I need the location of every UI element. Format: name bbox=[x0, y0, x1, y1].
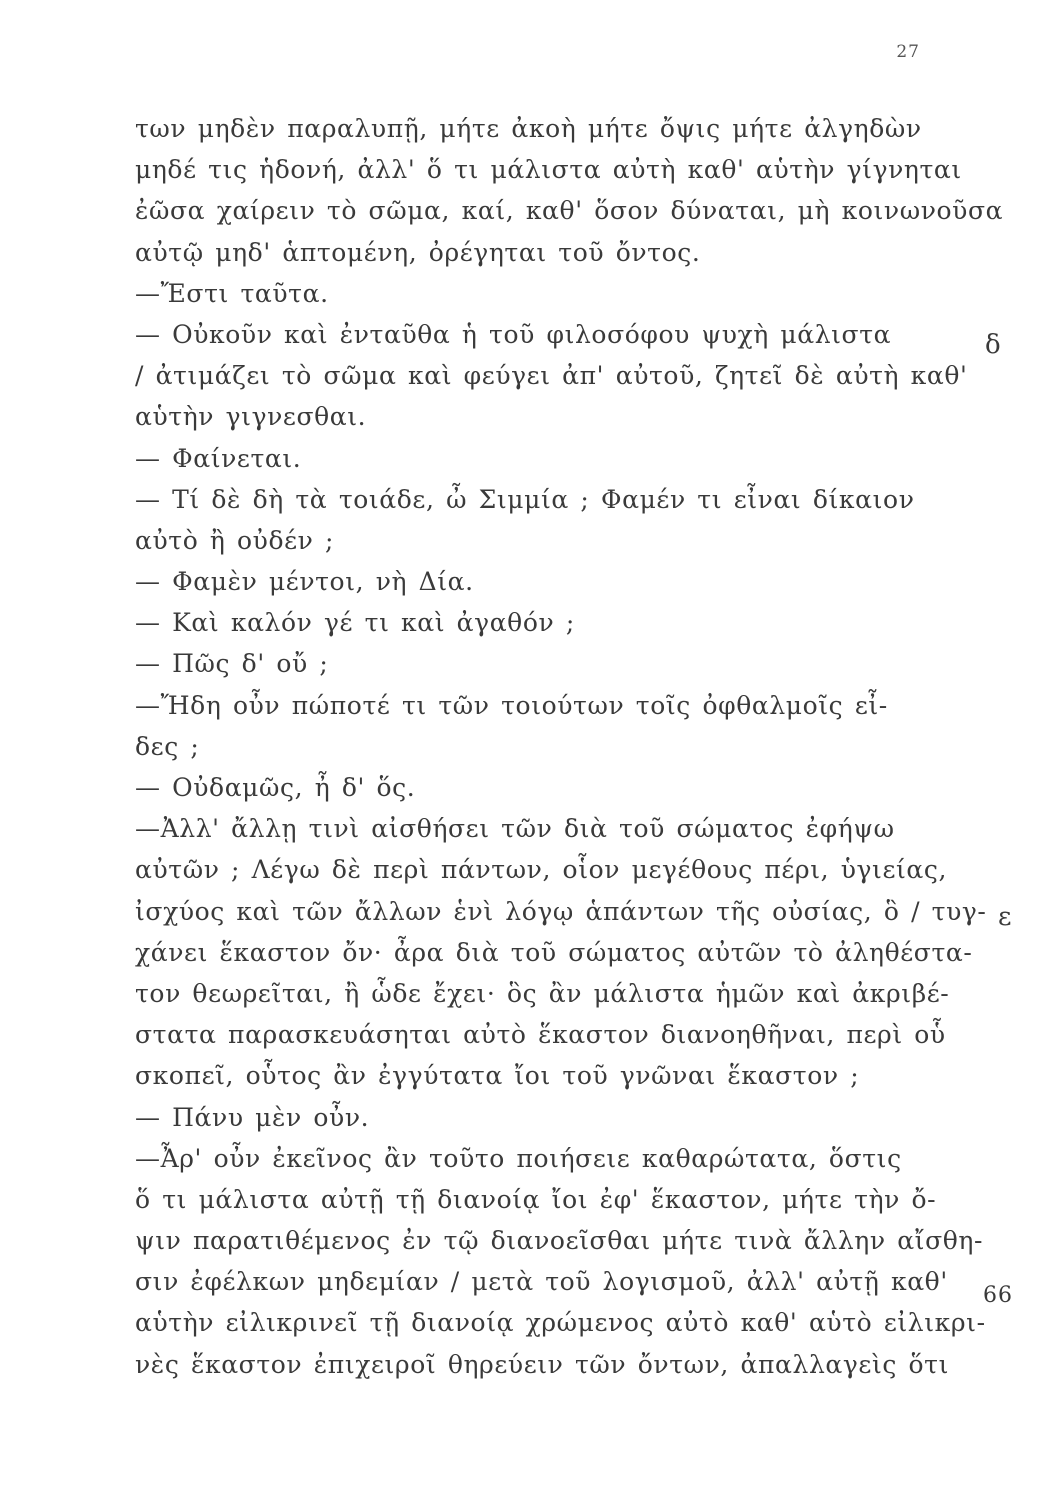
text-line: χάνει ἕκαστον ὄν· ἆρα διὰ τοῦ σώματος αὐτῶν τὸ ἀληθέστα- bbox=[135, 937, 973, 967]
text-line: των μηδὲν παραλυπῇ, μήτε ἀκοὴ μήτε ὄψις μήτε ἀλγηδὼν bbox=[135, 114, 922, 143]
text-line: — Φαμὲν μέντοι, νὴ Δία. bbox=[135, 567, 474, 597]
text-line: νὲς ἕκαστον ἐπιχειροῖ θηρεύειν τῶν ὄντων, ἀπαλλαγεὶς ὅτι bbox=[135, 1349, 950, 1379]
text-line: ἐῶσα χαίρειν τὸ σῶμα, καί, καθ' ὅσον δύναται, μὴ κοινωνοῦσα bbox=[135, 196, 1004, 226]
text-line: — Καὶ καλόν γέ τι καὶ ἀγαθόν ; bbox=[135, 608, 575, 638]
page-number: 27 bbox=[896, 42, 920, 62]
text-line: —Ἆρ' οὖν ἐκεῖνος ἂν τοῦτο ποιήσειε καθαρώτατα, ὅστις bbox=[135, 1143, 902, 1173]
margin-note-delta: δ bbox=[985, 330, 1001, 360]
text-line: αὐτῶν ; Λέγω δὲ περὶ πάντων, οἷον μεγέθους πέρι, ὑγιείας, bbox=[135, 855, 948, 885]
text-line: σκοπεῖ, οὗτος ἂν ἐγγύτατα ἴοι τοῦ γνῶναι ἕκαστον ; bbox=[135, 1061, 860, 1091]
text-line: — Τί δὲ δὴ τὰ τοιάδε, ὦ Σιμμία ; Φαμέν τι εἶναι δίκαιον bbox=[135, 484, 915, 514]
text-line: αὐτῷ μηδ' ἁπτομένη, ὀρέγηται τοῦ ὄντος. bbox=[135, 237, 701, 267]
text-line: ψιν παρατιθέμενος ἐν τῷ διανοεῖσθαι μήτε τινὰ ἄλλην αἴσθη- bbox=[135, 1226, 984, 1256]
text-line: ὅ τι μάλιστα αὐτῇ τῇ διανοίᾳ ἴοι ἐφ' ἕκαστον, μήτε τὴν ὄ- bbox=[135, 1184, 937, 1214]
text-line: — Πῶς δ' οὔ ; bbox=[135, 649, 329, 679]
margin-note-page-ref: 66 bbox=[983, 1283, 1013, 1308]
text-line: δες ; bbox=[135, 731, 200, 761]
text-line: — Οὐδαμῶς, ἦ δ' ὅς. bbox=[135, 773, 416, 802]
text-line: μηδέ τις ἡδονή, ἀλλ' ὅ τι μάλιστα αὐτὴ καθ' αὑτὴν γίγνηται bbox=[135, 155, 962, 185]
text-line: ἰσχύος καὶ τῶν ἄλλων ἑνὶ λόγῳ ἁπάντων τῆς οὐσίας, ὃ / τυγ- bbox=[135, 896, 987, 926]
text-line: στατα παρασκευάσηται αὐτὸ ἕκαστον διανοηθῆναι, περὶ οὗ bbox=[135, 1020, 946, 1050]
text-line: αὐτὸ ἢ οὐδέν ; bbox=[135, 525, 335, 555]
text-line: — Οὐκοῦν καὶ ἐνταῦθα ἡ τοῦ φιλοσόφου ψυχὴ μάλιστα bbox=[135, 319, 892, 349]
text-line: —Ἤδη οὖν πώποτέ τι τῶν τοιούτων τοῖς ὀφθαλμοῖς εἶ- bbox=[135, 690, 888, 720]
text-line: — Πάνυ μὲν οὖν. bbox=[135, 1102, 370, 1132]
text-line: σιν ἐφέλκων μηδεμίαν / μετὰ τοῦ λογισμοῦ, ἀλλ' αὐτῇ καθ' bbox=[135, 1267, 948, 1297]
text-line: —Ἀλλ' ἄλλῃ τινὶ αἰσθήσει τῶν διὰ τοῦ σώματος ἐφήψω bbox=[135, 814, 895, 844]
text-line: — Φαίνεται. bbox=[135, 443, 302, 473]
margin-note-epsilon: ε bbox=[998, 902, 1012, 932]
text-line: —Ἔστι ταῦτα. bbox=[135, 278, 329, 308]
text-line: / ἀτιμάζει τὸ σῶμα καὶ φεύγει ἀπ' αὐτοῦ, ζητεῖ δὲ αὐτὴ καθ' bbox=[135, 361, 968, 391]
text-line: αὑτὴν εἰλικρινεῖ τῇ διανοίᾳ χρώμενος αὐτὸ καθ' αὑτὸ εἰλικρι- bbox=[135, 1308, 986, 1338]
text-line: αὑτὴν γιγνεσθαι. bbox=[135, 402, 367, 432]
text-line: τον θεωρεῖται, ἢ ὧδε ἔχει· ὃς ἂν μάλιστα ἡμῶν καὶ ἀκριβέ- bbox=[135, 978, 950, 1008]
